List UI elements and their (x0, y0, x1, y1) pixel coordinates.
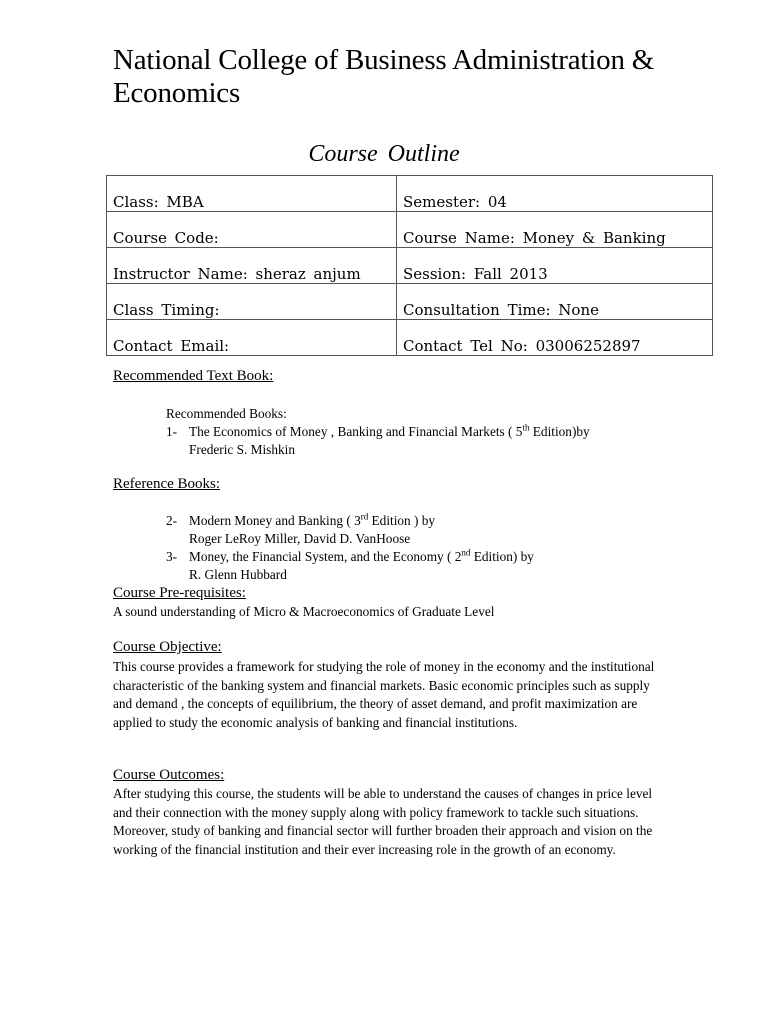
prerequisites-heading: Course Pre-requisites: (113, 585, 246, 601)
recommended-heading: Recommended Text Book: (113, 368, 274, 384)
recommended-books-list (166, 405, 686, 459)
reference-heading: Reference Books: (113, 476, 221, 492)
prerequisites-text: A sound understanding of Micro & Macroeconomics of Graduate Level (113, 604, 495, 619)
edition-sup: th (522, 422, 530, 433)
contact-email-cell: Contact Email: (107, 320, 397, 356)
objective-text: This course provides a framework for studying the role of money in the economy and the institutional characteristic of the banking system and financial markets. Basic economic principles such as supply and demand , the concepts of equilibrium, the theory of asset demand, and profit maximization are applied to study the economic analysis of banking and financial institutions. (113, 659, 655, 730)
table-row (107, 284, 713, 320)
list-item (166, 548, 686, 584)
table-row (107, 248, 713, 284)
course-name-cell: Course Name: Money & Banking (397, 212, 713, 248)
list-number: 2- (166, 513, 178, 528)
book-author: Roger LeRoy Miller, David D. VanHoose (189, 531, 411, 546)
course-info-table (106, 175, 713, 356)
instructor-cell: Instructor Name: sheraz anjum (107, 248, 397, 284)
contact-tel-cell: Contact Tel No: 03006252897 (397, 320, 713, 356)
book-author: Frederic S. Mishkin (189, 442, 295, 457)
class-timing-cell: Class Timing: (107, 284, 397, 320)
course-code-cell: Course Code: (107, 212, 397, 248)
table-row (107, 320, 713, 356)
edition-sup: rd (360, 511, 369, 522)
book-title-end: Edition ) by (368, 513, 436, 528)
book-title-end: Edition)by (529, 424, 590, 439)
list-number: 1- (166, 424, 178, 439)
book-title: Modern Money and Banking ( 3 (189, 513, 361, 528)
book-title-end: Edition) by (470, 549, 534, 564)
outcomes-text: After studying this course, the students will be able to understand the causes of changes in price level and their connection with the money supply along with policy framework to tackle such situations. Moreover, study of banking and financial sector will further broaden their approach and vision on the working of the financial institution and their ever increasing role in the growth of an economy. (113, 786, 653, 857)
semester-cell: Semester: 04 (397, 176, 713, 212)
book-author: R. Glenn Hubbard (189, 567, 287, 582)
institution-title: National College of Business Administration & Economics (113, 44, 655, 109)
recommended-intro: Recommended Books: (166, 406, 287, 421)
list-number: 3- (166, 549, 178, 564)
document-title: Course Outline (308, 141, 460, 167)
session-cell: Session: Fall 2013 (397, 248, 713, 284)
table-row (107, 176, 713, 212)
consultation-time-cell: Consultation Time: None (397, 284, 713, 320)
edition-sup: nd (461, 547, 471, 558)
book-title: Money, the Financial System, and the Economy ( 2 (189, 549, 462, 564)
reference-books-list (166, 512, 686, 584)
book-title: The Economics of Money , Banking and Financial Markets ( 5 (189, 424, 523, 439)
class-cell: Class: MBA (107, 176, 397, 212)
list-item (166, 423, 686, 459)
table-row (107, 212, 713, 248)
list-item (166, 512, 686, 548)
objective-heading: Course Objective: (113, 639, 222, 655)
outcomes-heading: Course Outcomes: (113, 767, 225, 783)
